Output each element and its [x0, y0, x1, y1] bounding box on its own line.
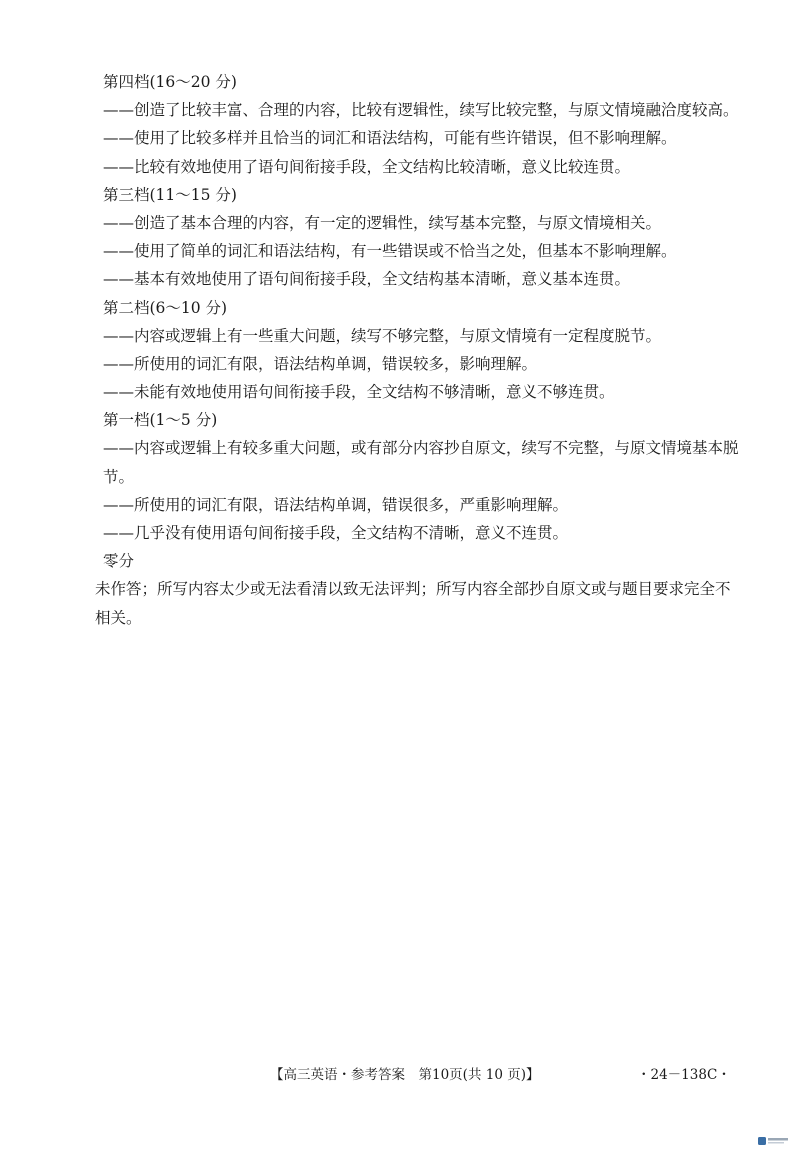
band-1-criterion-1: ——内容或逻辑上有较多重大问题，或有部分内容抄自原文，续写不完整，与原文情境基本脱节。 — [103, 439, 739, 486]
page-footer — [0, 1063, 800, 1083]
band-4-criterion-1: ——创造了比较丰富、合理的内容，比较有逻辑性，续写比较完整，与原文情境融洽度较高。 — [103, 101, 739, 120]
band-1-criterion-2: ——所使用的词汇有限，语法结构单调，错误很多，严重影响理解。 — [103, 495, 569, 514]
footer-page-info: 【高三英语・参考答案 第10页(共 10 页)】 — [270, 1067, 540, 1083]
band-3-title: 第三档(11～15 分) — [103, 185, 237, 204]
band-2-criterion-3: ——未能有效地使用语句间衔接手段，全文结构不够清晰，意义不够连贯。 — [103, 383, 615, 402]
band-2-title: 第二档(6～10 分) — [103, 298, 228, 317]
band-2-criterion-1: ——内容或逻辑上有一些重大问题，续写不够完整，与原文情境有一定程度脱节。 — [103, 326, 662, 345]
band-4-title: 第四档(16～20 分) — [103, 73, 237, 91]
band-3-criterion-3: ——基本有效地使用了语句间衔接手段，全文结构基本清晰，意义基本连贯。 — [103, 270, 631, 289]
band-3-criterion-2: ——使用了简单的词汇和语法结构，有一些错误或不恰当之处，但基本不影响理解。 — [103, 242, 677, 261]
watermark-logo-icon — [758, 1131, 790, 1141]
zero-score-title: 零分 — [103, 552, 135, 571]
zero-score-description: 未作答；所写内容太少或无法看清以致无法评判；所写内容全部抄自原文或与题目要求完全不相关。 — [95, 580, 731, 627]
band-1-title: 第一档(1～5 分) — [103, 411, 218, 430]
band-2-criterion-2: ——所使用的词汇有限，语法结构单调，错误较多，影响理解。 — [103, 354, 538, 373]
band-3-criterion-1: ——创造了基本合理的内容，有一定的逻辑性，续写基本完整，与原文情境相关。 — [103, 213, 662, 232]
rubric-content — [95, 68, 743, 632]
footer-code: ・24－138C・ — [637, 1067, 731, 1083]
band-4-criterion-3: ——比较有效地使用了语句间衔接手段，全文结构比较清晰，意义比较连贯。 — [103, 157, 631, 176]
band-1-criterion-3: ——几乎没有使用语句间衔接手段，全文结构不清晰，意义不连贯。 — [103, 524, 569, 543]
band-4-criterion-2: ——使用了比较多样并且恰当的词汇和语法结构，可能有些许错误，但不影响理解。 — [103, 129, 677, 148]
